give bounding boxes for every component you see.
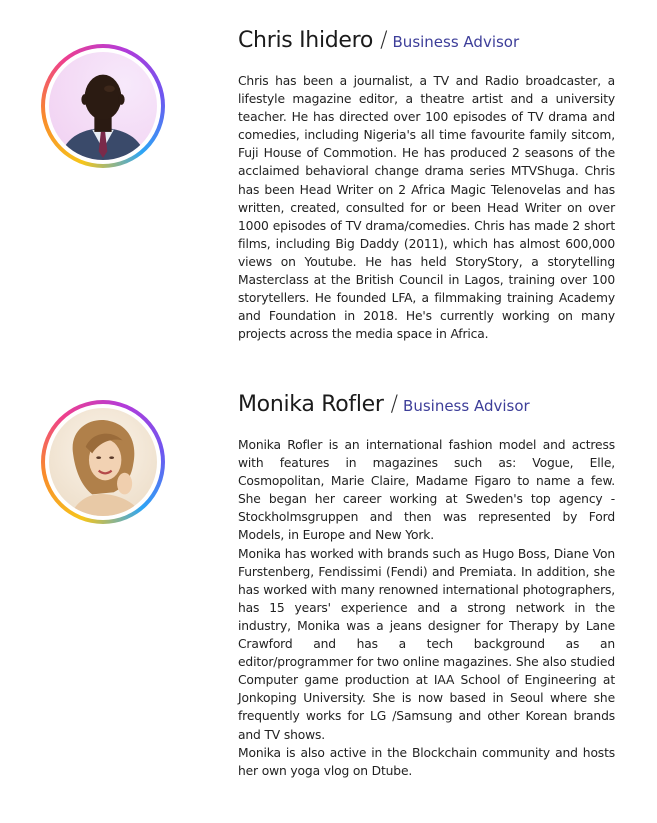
profile-role: Business Advisor	[403, 397, 530, 415]
profile-role: Business Advisor	[392, 33, 520, 51]
profile-bio	[238, 72, 615, 343]
bio-paragraph: Chris has been a journalist, a TV and Radio broadcaster, a lifestyle magazine editor, a theatre artist and a university teacher. He has directed over 100 episodes of TV drama and comedies, including Nigeria's all time favourite family sitcom, Fuji House of Commotion. He has produced 2 seasons of the acclaimed behavioral change drama series MTVShuga. Chris has been Head Writer on 2 Africa Magic Telenovelas and has written, created, consulted for or been Head Writer on over 1000 episodes of TV drama/comedies. Chris has made 2 short films, including Big Daddy (2011), which has almost 600,000 views on Youtube. He has held StoryStory, a storytelling Masterclass at the British Council in Lagos, training over 100 storytellers. He founded LFA, a filmmaking training Academy and Foundation in 2018. He's currently working on many projects across the media space in Africa.	[238, 74, 615, 342]
profile-header	[238, 28, 519, 53]
profile-name: Chris Ihidero	[238, 28, 374, 53]
avatar	[41, 44, 165, 168]
portrait-photo-man-icon	[49, 52, 157, 160]
profile-bio	[238, 436, 615, 780]
portrait-photo-woman-icon	[49, 408, 157, 516]
separator-slash: /	[390, 392, 399, 417]
avatar	[41, 400, 165, 524]
separator-slash: /	[380, 28, 388, 53]
profile-header	[238, 392, 530, 417]
bio-paragraph: Monika Rofler is an international fashion model and actress with features in magazines such as: Vogue, Elle, Cosmopolitan, Marie Claire, Madame Figaro to name a few. She began her career working at Sweden's top agency - Stockholmsgruppen and then was represented by Ford Models, in Europe and New York.	[238, 438, 615, 543]
bio-paragraph: Monika is also active in the Blockchain community and hosts her own yoga vlog on Dtube.	[238, 745, 615, 778]
bio-paragraph: Monika has worked with brands such as Hugo Boss, Diane Von Furstenberg, Fendissimi (Fendi) and Premiata. In addition, she has worked with many renowned international photographers, has 15 years' experience and a strong network in the industry, Monika was a jeans designer for Therapy by Lane Crawford and has a tech background as an editor/programmer for two online magazines. She also studied Computer game production at IAA School of Engineering at Jonkoping University. She is now based in Seoul where she frequently works for LG /Samsung and other Korean brands and TV shows.	[238, 546, 615, 742]
profile-name: Monika Rofler	[238, 392, 384, 417]
